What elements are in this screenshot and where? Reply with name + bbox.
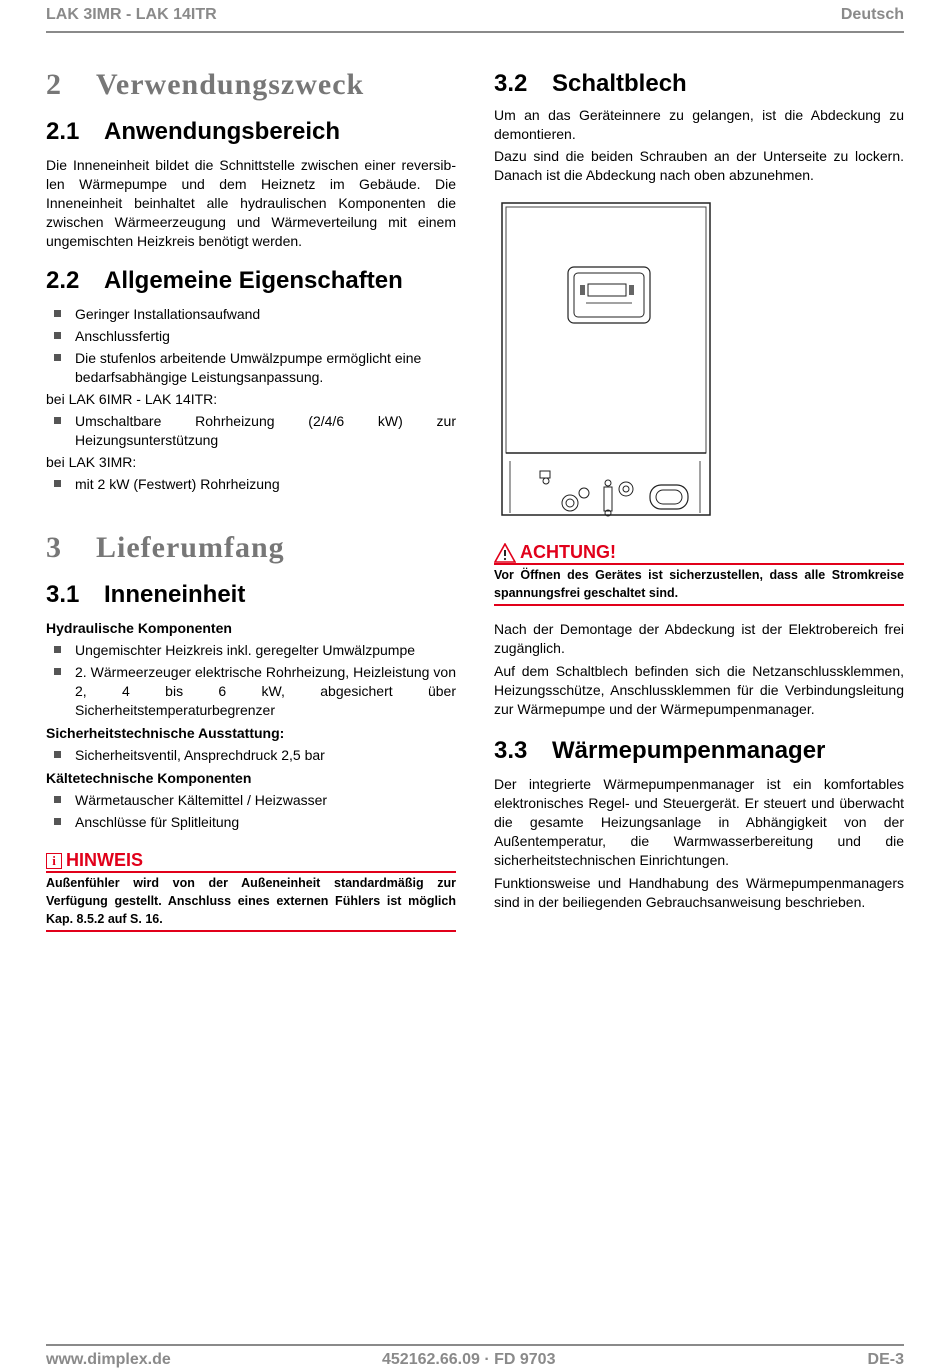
paragraph: Auf dem Schaltblech befinden sich die Netzanschlussklemmen, Heizungsschütze, Anschlussklemmen für die Verbindungsleitung zur Wärmepumpe und der Wärmepumpenmanager. bbox=[494, 663, 904, 717]
device-illustration bbox=[500, 201, 904, 522]
hint-title: i HINWEIS bbox=[46, 850, 456, 871]
indoor-unit-drawing bbox=[500, 201, 712, 517]
section-3-2-heading: 3.2 Schaltblech bbox=[494, 70, 687, 97]
footer-website: www.dimplex.de bbox=[46, 1351, 171, 1368]
list-item: Umschaltbare Rohrheizung (2/4/6 kW) zur Heizungsunterstützung bbox=[46, 412, 456, 450]
section-3-1-heading: 3.1 Inneneinheit bbox=[46, 581, 246, 608]
footer-rule bbox=[46, 1344, 904, 1346]
section-2-heading: 2 Verwendungszweck bbox=[46, 68, 365, 101]
section-3-2-text-2: Dazu sind die beiden Schrauben an der Unterseite zu lockern. Danach ist die Abdeckung nach oben abzunehmen. bbox=[494, 148, 904, 183]
subheading: Kältetechnische Komponenten bbox=[46, 770, 252, 786]
bullet-icon bbox=[54, 332, 61, 339]
hint-bottom-rule bbox=[46, 930, 456, 932]
list-item: Geringer Installationsaufwand bbox=[46, 305, 456, 324]
list-item: Die stufenlos arbeitende Umwälzpumpe ermöglicht eine bedarfsabhängige Leistungsanpassung. bbox=[46, 349, 456, 387]
list-item: Ungemischter Heizkreis inkl. geregelter Umwälzpumpe bbox=[46, 641, 456, 660]
section-2-1-text: Die Inneneinheit bildet die Schnittstelle zwischen einer reversib- len Wärmepumpe und dem Heiznetz im Gebäude. Die Inneneinheit beinhaltet alle hydraulischen Komponenten die zwischen Wärmeerzeugung und Wärmeverteilung mit einem ungemischten Heizkreis benötigt werden. bbox=[46, 157, 456, 249]
header-rule bbox=[46, 31, 904, 33]
list-item: Wärmetauscher Kältemittel / Heizwasser bbox=[46, 791, 456, 810]
bullet-icon bbox=[54, 751, 61, 758]
section-2-2-heading: 2.2 Allgemeine Eigenschaften bbox=[46, 267, 403, 294]
section-3-3-text-2: Funktionsweise und Handhabung des Wärmepumpenmanagers sind in der beiliegenden Gebrauchsanweisung beschrieben. bbox=[494, 875, 904, 910]
header-left: LAK 3IMR - LAK 14ITR bbox=[46, 6, 217, 23]
subheading: Sicherheitstechnische Ausstattung: bbox=[46, 725, 285, 741]
header-right: Deutsch bbox=[840, 6, 904, 23]
footer-page-number: DE-3 bbox=[867, 1351, 904, 1368]
section-3-3-heading: 3.3 Wärmepumpenmanager bbox=[494, 737, 826, 764]
section-3-heading: 3 Lieferumfang bbox=[46, 531, 285, 564]
subheading: Hydraulische Komponenten bbox=[46, 620, 232, 636]
bullet-icon bbox=[54, 310, 61, 317]
list-item: 2. Wärmeerzeuger elektrische Rohrheizung, Heizleistung von 2, 4 bis 6 kW, abgesichert über Sicherheitstemperaturbegrenzer bbox=[46, 663, 456, 720]
section-2-1-heading: 2.1 Anwendungsbereich bbox=[46, 118, 341, 145]
right-column bbox=[494, 70, 904, 912]
left-column bbox=[46, 68, 456, 932]
section-3-3-text-1: Der integrierte Wärmepumpenmanager ist ein komfortables elektronisches Regel- und Steuergerät. Er steuert und überwacht die gesamte Heizungsanlage in Abhängigkeit von der Außentemperatur, die Warmwasserbereitung und die sicherheitstechnischen Einrichtungen. bbox=[494, 776, 904, 868]
bullet-icon bbox=[54, 646, 61, 653]
warning-icon bbox=[494, 543, 516, 563]
bullet-icon bbox=[54, 796, 61, 803]
hint-text: Außenfühler wird von der Außeneinheit standardmäßig zur Verfügung gestellt. Anschluss eines externen Fühlers ist möglich Kap. 8.5.2 auf S. 16. bbox=[46, 876, 456, 926]
list-item: Anschlussfertig bbox=[46, 327, 456, 346]
warning-title: ACHTUNG! bbox=[494, 542, 904, 563]
hint-box bbox=[46, 850, 456, 932]
section-3-2-text-1: Um an das Geräteinnere zu gelangen, ist die Abdeckung zu demontieren. bbox=[494, 107, 904, 142]
warning-text: Vor Öffnen des Gerätes ist sicherzustellen, dass alle Stromkreise spannungsfrei geschaltet sind. bbox=[494, 568, 904, 600]
model-label: bei LAK 6IMR - LAK 14ITR: bbox=[46, 391, 218, 407]
bullet-icon bbox=[54, 417, 61, 424]
footer-doc-number: 452162.66.09 · FD 9703 bbox=[382, 1351, 556, 1368]
bullet-icon bbox=[54, 354, 61, 361]
list-item: Sicherheitsventil, Ansprechdruck 2,5 bar bbox=[46, 746, 456, 765]
properties-list bbox=[46, 305, 456, 387]
info-icon: i bbox=[46, 853, 62, 869]
warning-box bbox=[494, 542, 904, 606]
paragraph: Nach der Demontage der Abdeckung ist der Elektrobereich frei zugänglich. bbox=[494, 621, 904, 656]
warning-bottom-rule bbox=[494, 604, 904, 606]
bullet-icon bbox=[54, 480, 61, 487]
bullet-icon bbox=[54, 668, 61, 675]
list-item: Anschlüsse für Splitleitung bbox=[46, 813, 456, 832]
bullet-icon bbox=[54, 818, 61, 825]
model-label: bei LAK 3IMR: bbox=[46, 454, 137, 470]
list-item: mit 2 kW (Festwert) Rohrheizung bbox=[46, 475, 456, 494]
